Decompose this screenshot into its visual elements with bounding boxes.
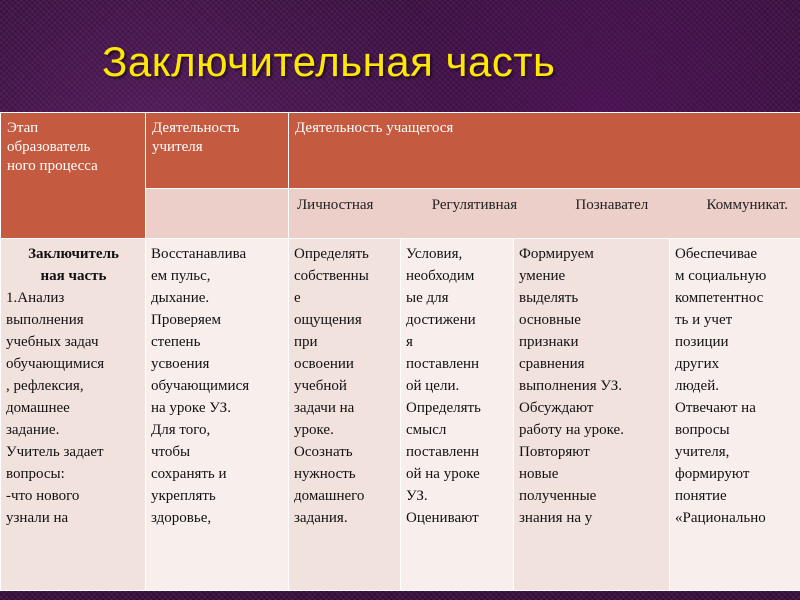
teacher-line: Восстанавлива <box>151 246 247 262</box>
regulative-line: Определять <box>406 400 481 416</box>
header-stage-line: Этап <box>7 120 39 136</box>
table-row <box>1 239 800 591</box>
stage-text-line: , рефлексия, <box>6 378 84 394</box>
communicative-line: «Рационально <box>675 510 766 526</box>
header-stage-line: ного процесса <box>7 158 98 174</box>
regulative-line: смысл <box>406 422 447 438</box>
stage-text-line: обучающимися <box>6 356 105 372</box>
subheader-student-types <box>289 189 800 239</box>
personal-line: задания. <box>294 510 348 526</box>
cognitive-line: Формируем <box>519 246 594 262</box>
stage-title-line: ная часть <box>40 268 107 284</box>
regulative-line: Оценивают <box>406 510 479 526</box>
cognitive-line: Повторяют <box>519 444 590 460</box>
stage-text-line: 1.Анализ <box>6 290 65 306</box>
stage-title-line: Заключитель <box>28 246 119 262</box>
communicative-line: вопросы <box>675 422 730 438</box>
cognitive-line: полученные <box>519 488 597 504</box>
cognitive-line: выделять <box>519 290 579 306</box>
lesson-table <box>0 112 800 591</box>
communicative-line: людей. <box>675 378 719 394</box>
personal-line: при <box>294 334 318 350</box>
subheader-empty <box>146 189 289 239</box>
communicative-line: ть и учет <box>675 312 733 328</box>
stage-text-line: -что нового <box>6 488 80 504</box>
cell-stage <box>1 239 146 591</box>
teacher-line: укреплять <box>151 488 216 504</box>
header-stage <box>1 113 146 239</box>
communicative-line: компетентнос <box>675 290 764 306</box>
regulative-line: УЗ. <box>406 488 428 504</box>
teacher-line: на уроке УЗ. <box>151 400 231 416</box>
regulative-line: я <box>406 334 413 350</box>
header-stage-line: образователь <box>7 139 91 155</box>
teacher-line: ем пульс, <box>151 268 211 284</box>
communicative-line: позиции <box>675 334 729 350</box>
cognitive-line: основные <box>519 312 581 328</box>
stage-text-line: выполнения <box>6 312 84 328</box>
cognitive-line: работу на уроке. <box>519 422 624 438</box>
communicative-line: понятие <box>675 488 727 504</box>
personal-line: нужность <box>294 466 356 482</box>
cognitive-line: новые <box>519 466 559 482</box>
header-teacher <box>146 113 289 189</box>
personal-line: задачи на <box>294 400 355 416</box>
personal-line: учебной <box>294 378 347 394</box>
cognitive-line: умение <box>519 268 566 284</box>
personal-line: уроке. <box>294 422 334 438</box>
regulative-line: ой цели. <box>406 378 460 394</box>
header-student <box>289 113 800 189</box>
communicative-line: других <box>675 356 720 372</box>
cell-cognitive <box>514 239 670 591</box>
cognitive-line: знания на у <box>519 510 593 526</box>
teacher-line: дыхание. <box>151 290 210 306</box>
regulative-line: поставленн <box>406 356 480 372</box>
personal-line: Осознать <box>294 444 353 460</box>
header-row <box>1 113 800 189</box>
stage-text-line: учебных задач <box>6 334 99 350</box>
regulative-line: ой на уроке <box>406 466 480 482</box>
stage-text-line: домашнее <box>6 400 70 416</box>
stage-text-line: задание. <box>6 422 60 438</box>
cognitive-line: выполнения УЗ. <box>519 378 623 394</box>
subheader-personal: Личностная <box>297 197 374 213</box>
regulative-line: Условия, <box>406 246 463 262</box>
personal-line: освоении <box>294 356 354 372</box>
cell-regulative <box>401 239 514 591</box>
header-teacher-line: учителя <box>152 139 203 155</box>
cognitive-line: признаки <box>519 334 579 350</box>
regulative-line: ые для <box>406 290 449 306</box>
regulative-line: необходим <box>406 268 475 284</box>
communicative-line: формируют <box>675 466 750 482</box>
cognitive-line: Обсуждают <box>519 400 594 416</box>
communicative-line: м социальную <box>675 268 767 284</box>
subheader-communicative: Коммуникат. <box>706 197 789 213</box>
teacher-line: здоровье, <box>151 510 212 526</box>
stage-text-line: узнали на <box>6 510 69 526</box>
stage-text-line: вопросы: <box>6 466 65 482</box>
header-teacher-line: Деятельность <box>152 120 240 136</box>
regulative-line: поставленн <box>406 444 480 460</box>
communicative-line: учителя, <box>675 444 730 460</box>
teacher-line: степень <box>151 334 201 350</box>
regulative-line: достижени <box>406 312 476 328</box>
teacher-line: чтобы <box>151 444 191 460</box>
personal-line: Определять <box>294 246 369 262</box>
stage-text-line: Учитель задает <box>6 444 104 460</box>
cell-teacher <box>146 239 289 591</box>
communicative-line: Отвечают на <box>675 400 756 416</box>
personal-line: домашнего <box>294 488 365 504</box>
teacher-line: сохранять и <box>151 466 227 482</box>
teacher-line: усвоения <box>151 356 210 372</box>
personal-line: собственны <box>294 268 369 284</box>
personal-line: ощущения <box>294 312 362 328</box>
header-student-label: Деятельность учащегося <box>295 120 454 136</box>
cognitive-line: сравнения <box>519 356 585 372</box>
subheader-cognitive: Познавател <box>575 197 649 213</box>
teacher-line: обучающимися <box>151 378 250 394</box>
cell-communicative <box>670 239 800 591</box>
slide-title: Заключительная часть <box>102 38 556 85</box>
subheader-regulative: Регулятивная <box>431 197 518 213</box>
personal-line: е <box>294 290 301 306</box>
teacher-line: Проверяем <box>151 312 222 328</box>
teacher-line: Для того, <box>151 422 211 438</box>
communicative-line: Обеспечивае <box>675 246 758 262</box>
cell-personal <box>289 239 401 591</box>
